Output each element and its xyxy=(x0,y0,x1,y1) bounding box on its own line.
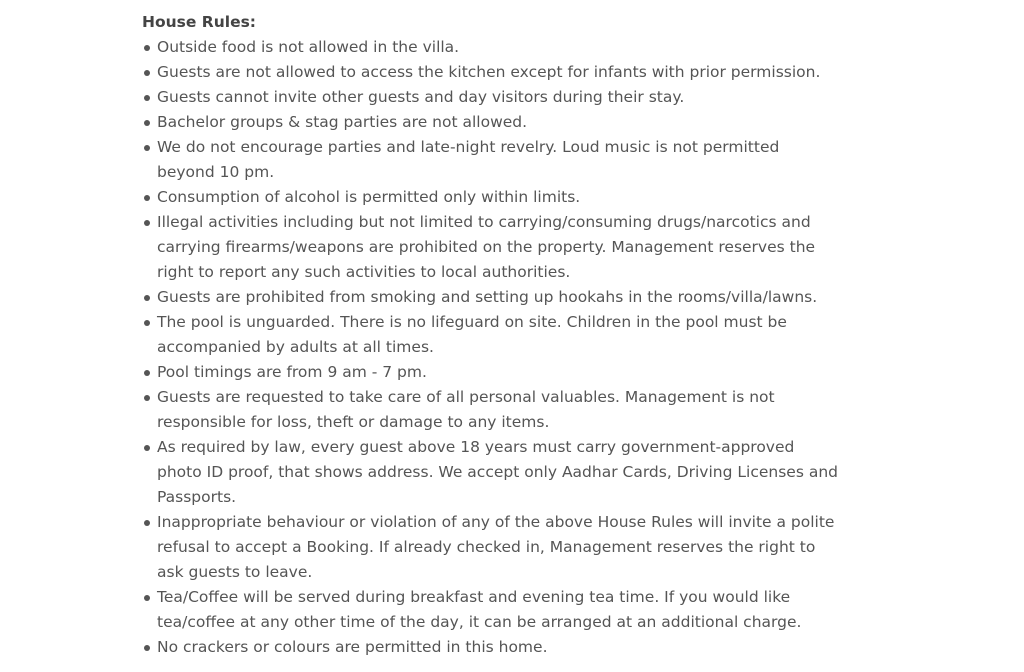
rule-item xyxy=(157,635,917,660)
rule-item xyxy=(157,285,917,310)
rule-item xyxy=(157,85,917,110)
rule-line: Illegal activities including but not limited to carrying/consuming drugs/narcotics and xyxy=(157,213,811,231)
rule-line: Guests cannot invite other guests and day visitors during their stay. xyxy=(157,88,685,106)
rule-item xyxy=(157,60,917,85)
rule-item xyxy=(157,510,917,585)
rule-line: As required by law, every guest above 18 years must carry government-approved xyxy=(157,438,795,456)
rule-line: No crackers or colours are permitted in this home. xyxy=(157,638,548,656)
rule-item xyxy=(157,385,917,435)
rule-line: Outside food is not allowed in the villa. xyxy=(157,38,460,56)
rule-item xyxy=(157,110,917,135)
rule-item xyxy=(157,435,917,510)
rule-line: Guests are requested to take care of all personal valuables. Management is not xyxy=(157,388,775,406)
rule-line: right to report any such activities to local authorities. xyxy=(157,263,571,281)
rule-line: Tea/Coffee will be served during breakfast and evening tea time. If you would like xyxy=(157,588,791,606)
rule-item xyxy=(157,135,917,185)
house-rules-list xyxy=(157,35,917,660)
rule-line: responsible for loss, theft or damage to any items. xyxy=(157,413,550,431)
rule-item xyxy=(157,185,917,210)
rule-line: carrying firearms/weapons are prohibited on the property. Management reserves the xyxy=(157,238,816,256)
house-rules-title: House Rules: xyxy=(142,13,257,31)
rule-line: Inappropriate behaviour or violation of any of the above House Rules will invite a polite xyxy=(157,513,835,531)
rule-line: accompanied by adults at all times. xyxy=(157,338,434,356)
rule-item xyxy=(157,310,917,360)
rule-line: The pool is unguarded. There is no lifeguard on site. Children in the pool must be xyxy=(157,313,787,331)
rule-item xyxy=(157,210,917,285)
rule-line: ask guests to leave. xyxy=(157,563,313,581)
rule-item xyxy=(157,585,917,635)
rule-line: beyond 10 pm. xyxy=(157,163,275,181)
rule-item xyxy=(157,360,917,385)
rule-line: Consumption of alcohol is permitted only within limits. xyxy=(157,188,581,206)
rule-line: We do not encourage parties and late-night revelry. Loud music is not permitted xyxy=(157,138,780,156)
rule-line: photo ID proof, that shows address. We accept only Aadhar Cards, Driving Licenses and xyxy=(157,463,838,481)
rule-line: Guests are not allowed to access the kitchen except for infants with prior permission. xyxy=(157,63,821,81)
rule-line: Bachelor groups & stag parties are not allowed. xyxy=(157,113,528,131)
rule-line: tea/coffee at any other time of the day, it can be arranged at an additional charge. xyxy=(157,613,802,631)
rule-line: refusal to accept a Booking. If already checked in, Management reserves the right to xyxy=(157,538,816,556)
rule-line: Passports. xyxy=(157,488,237,506)
rule-line: Pool timings are from 9 am - 7 pm. xyxy=(157,363,427,381)
rule-item xyxy=(157,35,917,60)
rule-line: Guests are prohibited from smoking and setting up hookahs in the rooms/villa/lawns. xyxy=(157,288,818,306)
